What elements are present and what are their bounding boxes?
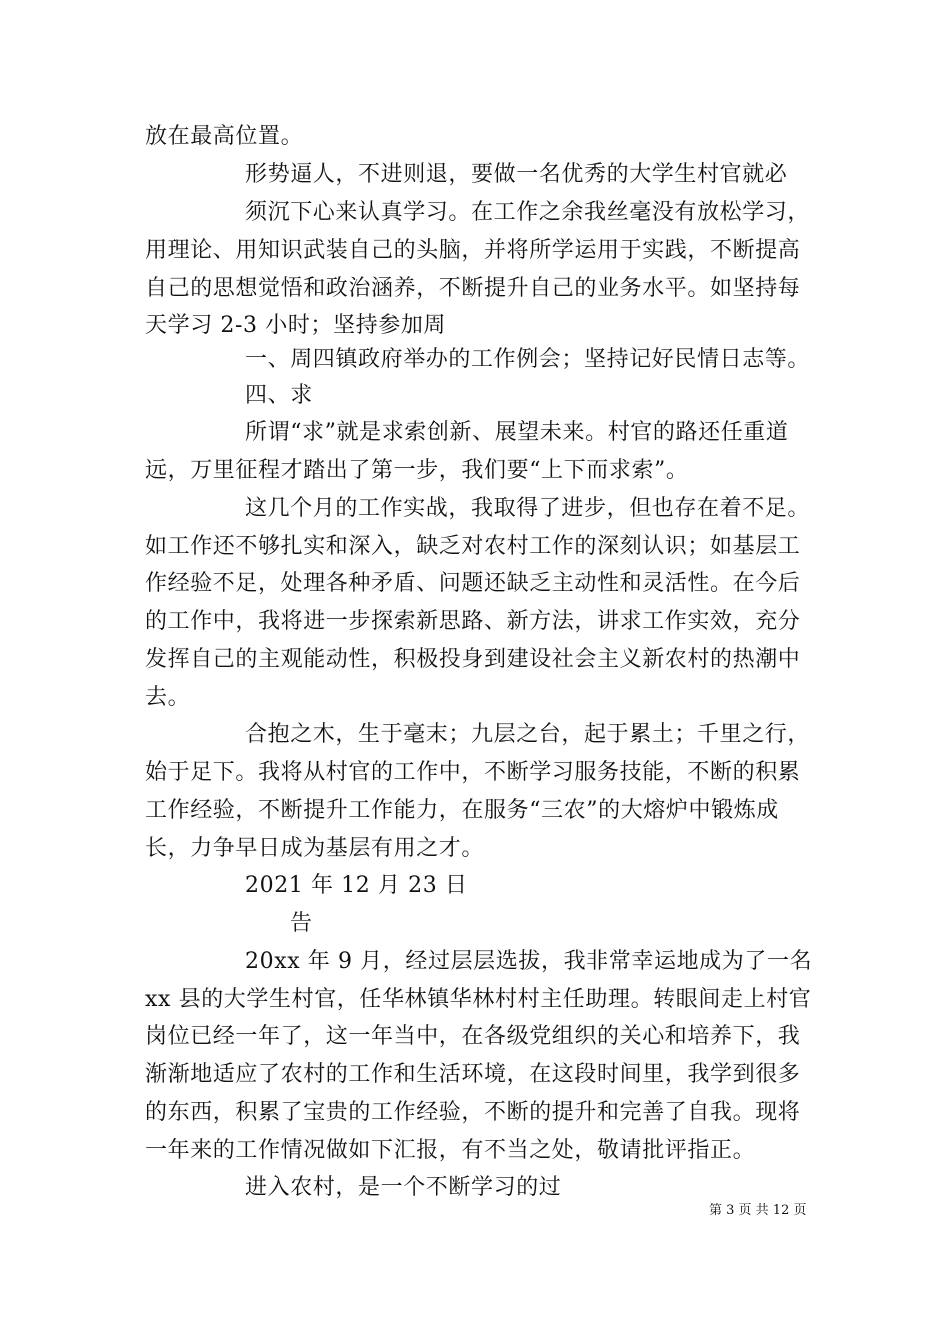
report-title: 告 <box>290 911 313 936</box>
text-line: 合抱之木，生于毫末；九层之台，起于累土；千里之行， <box>245 722 811 747</box>
text-line: 用理论、用知识武装自己的头脑，并将所学运用于实践，不断提高 <box>145 238 801 263</box>
text-line: 一年来的工作情况做如下汇报，有不当之处，敬请批评指正。 <box>145 1138 756 1163</box>
text-line: 这几个月的工作实战，我取得了进步，但也存在着不足。 <box>245 496 811 521</box>
text-line: 始于足下。我将从村官的工作中，不断学习服务技能，不断的积累 <box>145 760 801 785</box>
text-line: 进入农村，是一个不断学习的过 <box>245 1175 562 1200</box>
text-line: 工作经验，不断提升工作能力，在服务“三农”的大熔炉中锻炼成 <box>145 798 779 823</box>
text-line: 渐渐地适应了农村的工作和生活环境，在这段时间里，我学到很多 <box>145 1062 801 1087</box>
text-line: 自己的思想觉悟和政治涵养，不断提升自己的业务水平。如坚持每 <box>145 276 801 301</box>
text-line: 岗位已经一年了，这一年当中，在各级党组织的关心和培养下，我 <box>145 1024 801 1049</box>
text-line: 天学习 2-3 小时；坚持参加周 <box>145 313 447 338</box>
text-line: 作经验不足，处理各种矛盾、问题还缺乏主动性和灵活性。在今后 <box>145 571 801 596</box>
section-heading: 四、求 <box>245 383 313 408</box>
text-line: 须沉下心来认真学习。在工作之余我丝毫没有放松学习， <box>245 200 811 225</box>
text-line: 长，力争早日成为基层有用之才。 <box>145 836 485 861</box>
text-line: 远，万里征程才踏出了第一步，我们要“上下而求索”。 <box>145 458 689 483</box>
document-date: 2021 年 12 月 23 日 <box>245 873 468 898</box>
text-line: 如工作还不够扎实和深入，缺乏对农村工作的深刻认识；如基层工 <box>145 534 801 559</box>
text-line: xx 县的大学生村官，任华林镇华林村村主任助理。转眼间走上村官 <box>145 987 812 1012</box>
text-line: 所谓“求”就是求索创新、展望未来。村官的路还任重道 <box>245 420 789 445</box>
text-line: 20xx 年 9 月，经过层层选拔，我非常幸运地成为了一名 <box>245 949 813 974</box>
text-line: 去。 <box>145 685 191 710</box>
text-line: 形势逼人，不进则退，要做一名优秀的大学生村官就必 <box>245 162 788 187</box>
text-line: 发挥自己的主观能动性，积极投身到建设社会主义新农村的热潮中 <box>145 647 801 672</box>
text-line: 一、周四镇政府举办的工作例会；坚持记好民情日志等。 <box>245 347 811 372</box>
text-line: 放在最高位置。 <box>145 124 304 149</box>
page-number: 第 3 页 共 12 页 <box>709 1203 807 1218</box>
text-line: 的工作中，我将进一步探索新思路、新方法，讲求工作实效，充分 <box>145 609 801 634</box>
text-line: 的东西，积累了宝贵的工作经验，不断的提升和完善了自我。现将 <box>145 1100 801 1125</box>
